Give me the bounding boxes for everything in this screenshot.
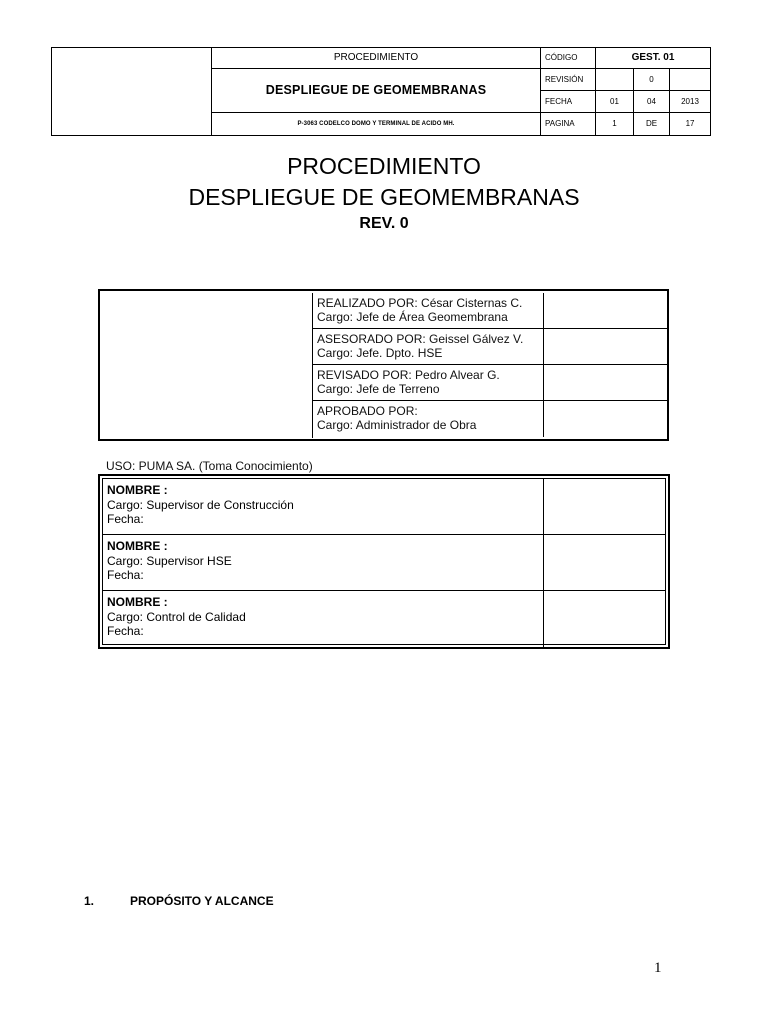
approval-role: APROBADO POR: — [317, 404, 418, 418]
usage-fecha: Fecha: — [107, 568, 144, 582]
pagina-de: DE — [634, 113, 670, 136]
pagina-value: 1 — [596, 113, 634, 136]
page-number: 1 — [654, 960, 662, 976]
usage-nombre: NOMBRE : — [107, 595, 168, 609]
signature-cell — [543, 401, 668, 437]
header-project: P-3063 CODELCO DOMO Y TERMINAL DE ACIDO MH. — [212, 113, 541, 136]
usage-nombre: NOMBRE : — [107, 483, 168, 497]
approval-role: REVISADO POR: Pedro Alvear G. — [317, 368, 500, 382]
revision-value: 0 — [634, 69, 670, 91]
usage-fecha: Fecha: — [107, 512, 144, 526]
fecha-label: FECHA — [541, 91, 596, 113]
usage-label: USO: PUMA SA. (Toma Conocimiento) — [106, 459, 313, 473]
approval-row — [313, 401, 667, 437]
header-procedure-label: PROCEDIMIENTO — [212, 48, 541, 69]
document-header-table — [51, 47, 711, 136]
codigo-label: CÓDIGO — [541, 48, 596, 69]
document-revision: REV. 0 — [359, 215, 409, 232]
revision-blank-2 — [670, 69, 711, 91]
signature-cell — [543, 293, 668, 328]
codigo-value: GEST. 01 — [596, 48, 711, 69]
usage-signature-divider — [543, 479, 544, 534]
approval-role: REALIZADO POR: César Cisternas C. — [317, 296, 523, 310]
usage-row — [103, 535, 665, 591]
usage-signature-divider — [543, 535, 544, 590]
fecha-day: 01 — [596, 91, 634, 113]
approval-row — [313, 329, 667, 365]
approval-row — [313, 293, 667, 329]
approval-cargo: Cargo: Jefe de Área Geomembrana — [317, 310, 508, 324]
header-title: DESPLIEGUE DE GEOMEMBRANAS — [212, 69, 541, 113]
logo-area — [52, 48, 212, 136]
usage-signature-divider — [543, 591, 544, 648]
approval-row — [313, 365, 667, 401]
usage-row — [103, 479, 665, 535]
approval-blank-cell — [102, 293, 313, 438]
approval-table — [98, 289, 669, 441]
section-number: 1. — [84, 894, 95, 908]
fecha-month: 04 — [634, 91, 670, 113]
approval-cargo: Cargo: Administrador de Obra — [317, 418, 477, 432]
section-title: PROPÓSITO Y ALCANCE — [130, 894, 274, 908]
signature-cell — [543, 365, 668, 400]
usage-fecha: Fecha: — [107, 624, 144, 638]
fecha-year: 2013 — [670, 91, 711, 113]
approval-cargo: Cargo: Jefe de Terreno — [317, 382, 440, 396]
usage-cargo: Cargo: Control de Calidad — [107, 609, 246, 624]
usage-cargo: Cargo: Supervisor HSE — [107, 553, 232, 568]
approval-role: ASESORADO POR: Geissel Gálvez V. — [317, 332, 524, 346]
usage-row — [103, 591, 665, 648]
revision-label: REVISIÓN — [541, 69, 596, 91]
document-title-line1: PROCEDIMIENTO — [287, 153, 481, 179]
pagina-total: 17 — [670, 113, 711, 136]
usage-table — [98, 474, 670, 649]
revision-blank — [596, 69, 634, 91]
usage-cargo: Cargo: Supervisor de Construcción — [107, 497, 294, 512]
approval-cargo: Cargo: Jefe. Dpto. HSE — [317, 346, 443, 360]
usage-nombre: NOMBRE : — [107, 539, 168, 553]
signature-cell — [543, 329, 668, 364]
document-title-line2: DESPLIEGUE DE GEOMEMBRANAS — [188, 184, 580, 210]
pagina-label: PAGINA — [541, 113, 596, 136]
